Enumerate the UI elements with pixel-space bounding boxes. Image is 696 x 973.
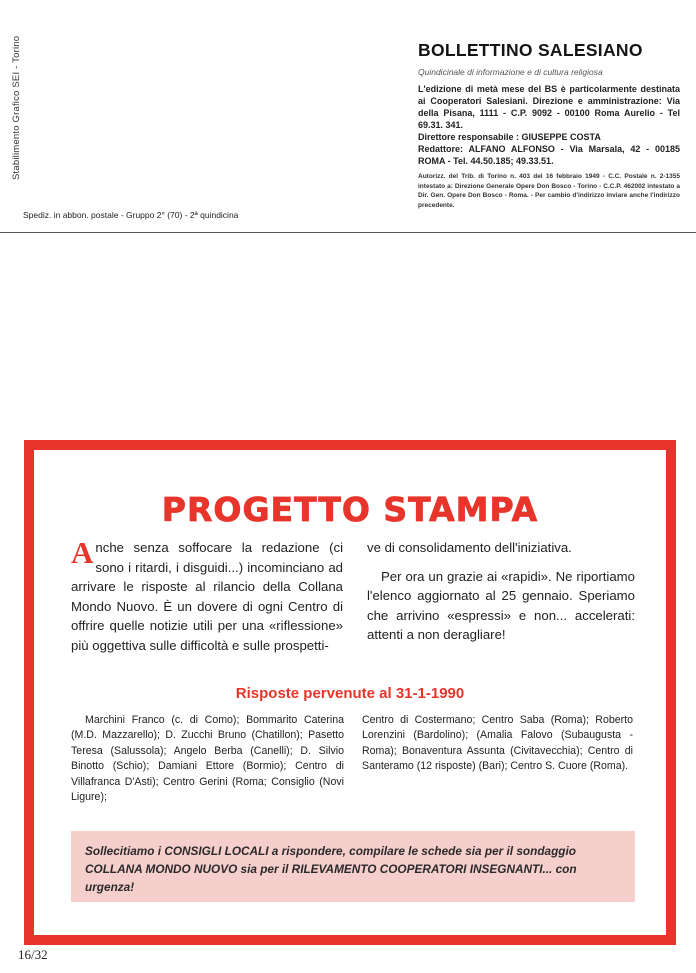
intro-left-column: [71, 535, 343, 655]
magazine-subtitle: Quindicinale di informazione e di cultura religiosa: [418, 67, 603, 77]
printer-credit: Stabilimento Grafico SEI - Torino: [11, 35, 22, 180]
progetto-stampa-box: [24, 440, 676, 945]
responses-left-column: [71, 713, 344, 805]
intro-right-continuation: ve di consolidamento dell'iniziativa.: [367, 540, 572, 555]
director-line: Direttore responsabile : GIUSEPPE COSTA: [418, 132, 601, 142]
intro-right-paragraph: Per ora un grazie ai «rapidi». Ne riportiamo l'elenco aggiornato al 25 gennaio. Speriamo che arrivino «espressi» e non... accelerati: attenti a non deragliare!: [367, 568, 635, 642]
responses-subhead: Risposte pervenute al 31-1-1990: [235, 685, 465, 702]
editor-line: Redattore: ALFANO ALFONSO - Via Marsala, 42 - 00185 ROMA - Tel. 44.50.185; 49.33.51.: [418, 144, 680, 166]
responses-right-text: Centro di Costermano; Centro Saba (Roma); Roberto Lorenzini (Bardolino); (Amalia Falovo (Subaugusta - Roma); Bonaventura Assunta (Civitavecchia); Centro di Santeramo (12 risposte) (Bari); Centro S. Cuore (Roma).: [362, 714, 633, 773]
intro-left-text: nche senza soffocare la redazione (ci sono i ritardi, i disguidi...) incominciano ad arrivare le risposte al rilancio della Collana Mondo Nuovo. È un dovere di ogni Centro di offrire quelle notizie utili per una «riflessione» più oggettiva sulle difficoltà e sulle prospetti-: [71, 540, 343, 653]
intro-right-column: [367, 538, 635, 645]
magazine-title: BOLLETTINO SALESIANO: [418, 40, 643, 60]
authorization-note: Autorizz. del Trib. di Torino n. 403 del 16 febbraio 1949 - C.C. Postale n. 2-1355 intestato a: Direzione Generale Opere Don Bosco - Torino - C.C.P. 462002 intestato a Dir. Gen. Opere Don Bosco - Roma. - Per cambio d'indirizzo inviare anche l'indirizzo precedente.: [418, 173, 680, 209]
header-divider: [0, 232, 696, 233]
appeal-box: Sollecitiamo i CONSIGLI LOCALI a rispondere, compilare le schede sia per il sondaggio COLLANA MONDO NUOVO sia per il RILEVAMENTO COOPERATORI INSEGNANTI... con urgenza!: [71, 831, 635, 902]
article-headline: PROGETTO STAMPA: [161, 490, 539, 529]
responses-right-column: [362, 713, 633, 775]
page-number: 16/32: [18, 947, 48, 962]
publisher-info: [418, 83, 680, 167]
postal-notice: Spediz. in abbon. postale - Gruppo 2° (70) - 2ª quindicina: [23, 210, 239, 220]
edition-note: L'edizione di metà mese del BS è particolarmente destinata ai Cooperatori Salesiani. Direzione e amministrazione: Via della Pisana, 1111 - C.P. 9092 - 00100 Roma Aurelio - Tel 69.31. 341.: [418, 84, 680, 130]
drop-cap: A: [71, 535, 94, 570]
masthead: [418, 40, 680, 210]
responses-left-text: Marchini Franco (c. di Como); Bommarito Caterina (M.D. Mazzarello); D. Zucchi Bruno (Chatillon); Pasetto Teresa (Salussola); Angelo Berba (Canelli); D. Silvio Binotto (Schio); Damiani Ettore (Bormio); Centro di Villafranca D'Asti); Centro Gerini (Roma; Consiglio (Novi Ligure);: [71, 714, 344, 804]
